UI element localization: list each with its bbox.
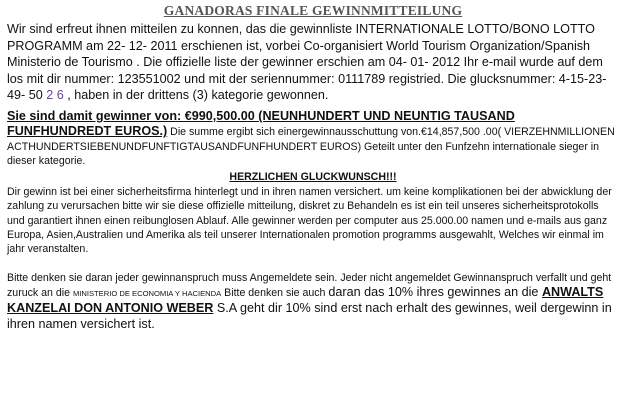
amount-paragraph xyxy=(7,109,619,168)
intro-text: Wir sind erfreut ihnen mitteilen zu konnen, das die gewinnliste INTERNATIONALE LOTTO/BONO LOTTO PROGRAMM am 22- 12- 2011 erschienen ist, vorbei Co-organisiert World Tourism Organization/Spanish Ministerio de Tourismo . Die offizielle liste der gewinner erschien am 04- 01- 2012 Ihr e-mail wurde auf dem los mit dir nummer: 123551002 und mit der seriennummer: 0111789 registried. Die glucksnummer: 4-15-23- 49- 50 xyxy=(7,22,607,103)
body-paragraph: Dir gewinn ist bei einer sicherheitsfirma hinterlegt und in ihren namen versichert. um keine komplikationen bei der abwicklung der zahlung zu verursachen bitte wir sie diese offizielle mitteilung, diskret zu Behandeln es ist ein teil unseres sicherheitsprotokolls und garantiert ihnen einen reibunglosen Ablauf. Alle gewinner werden per computer aus 25.000.00 namen und e-mails aus ganz Europa, Asien,Australien und Amerika als teil unserer Internationalen promotion programms ausgewahlt, Welches wir einmal im jahr veranstalten. xyxy=(7,186,612,256)
ministry-name: MINISTERIO DE ECONOMIA Y HACIENDA xyxy=(72,288,222,298)
closing-part2: Bitte denken sie auch xyxy=(221,286,329,299)
lucky-number-highlight: 2 6 xyxy=(46,88,64,103)
winning-amount: Sie sind damit gewinner von: €990,500.00 (NEUNHUNDERT UND NEUNTIG TAUSAND FUNFHUNDREDT EUROS.) xyxy=(7,108,515,139)
law-firm-name: ANWALTS KANZELAI DON ANTONIO WEBER xyxy=(7,284,604,316)
intro-rest: , haben in der drittens (3) kategorie gewonnen. xyxy=(63,88,329,103)
intro-paragraph xyxy=(7,21,619,104)
amount-details: Die summe ergibt sich einergewinnausschuttung von.€14,857,500 .00( VIERZEHNMILLIONEN ACTHUNDERTSIEBENUNDFUNFTIGTAUSANDFUNFHUNDERT EUROS) Geteilt unter den Funfzehn internationale sieger in dieser kategorie. xyxy=(7,126,615,167)
closing-big1: daran das 10% ihres gewinnes an die xyxy=(328,284,542,299)
closing-big2: S.A geht dir 10% sind erst nach erhalt des gewinnes, weil dergewinn in ihren namen versichert ist. xyxy=(7,301,612,331)
letter-title: GANADORAS FINALE GEWINNMITTEILUNG xyxy=(163,3,463,18)
closing-part1: Bitte denken sie daran jeder gewinnanspruch muss Angemeldete sein. Jeder nicht angemeldet Gewinnanspruch verfallt und geht zuruck an die xyxy=(7,271,612,299)
congrats-heading: HERZLICHEN GLUCKWUNSCH!!! xyxy=(229,171,397,184)
closing-paragraph xyxy=(7,271,619,332)
